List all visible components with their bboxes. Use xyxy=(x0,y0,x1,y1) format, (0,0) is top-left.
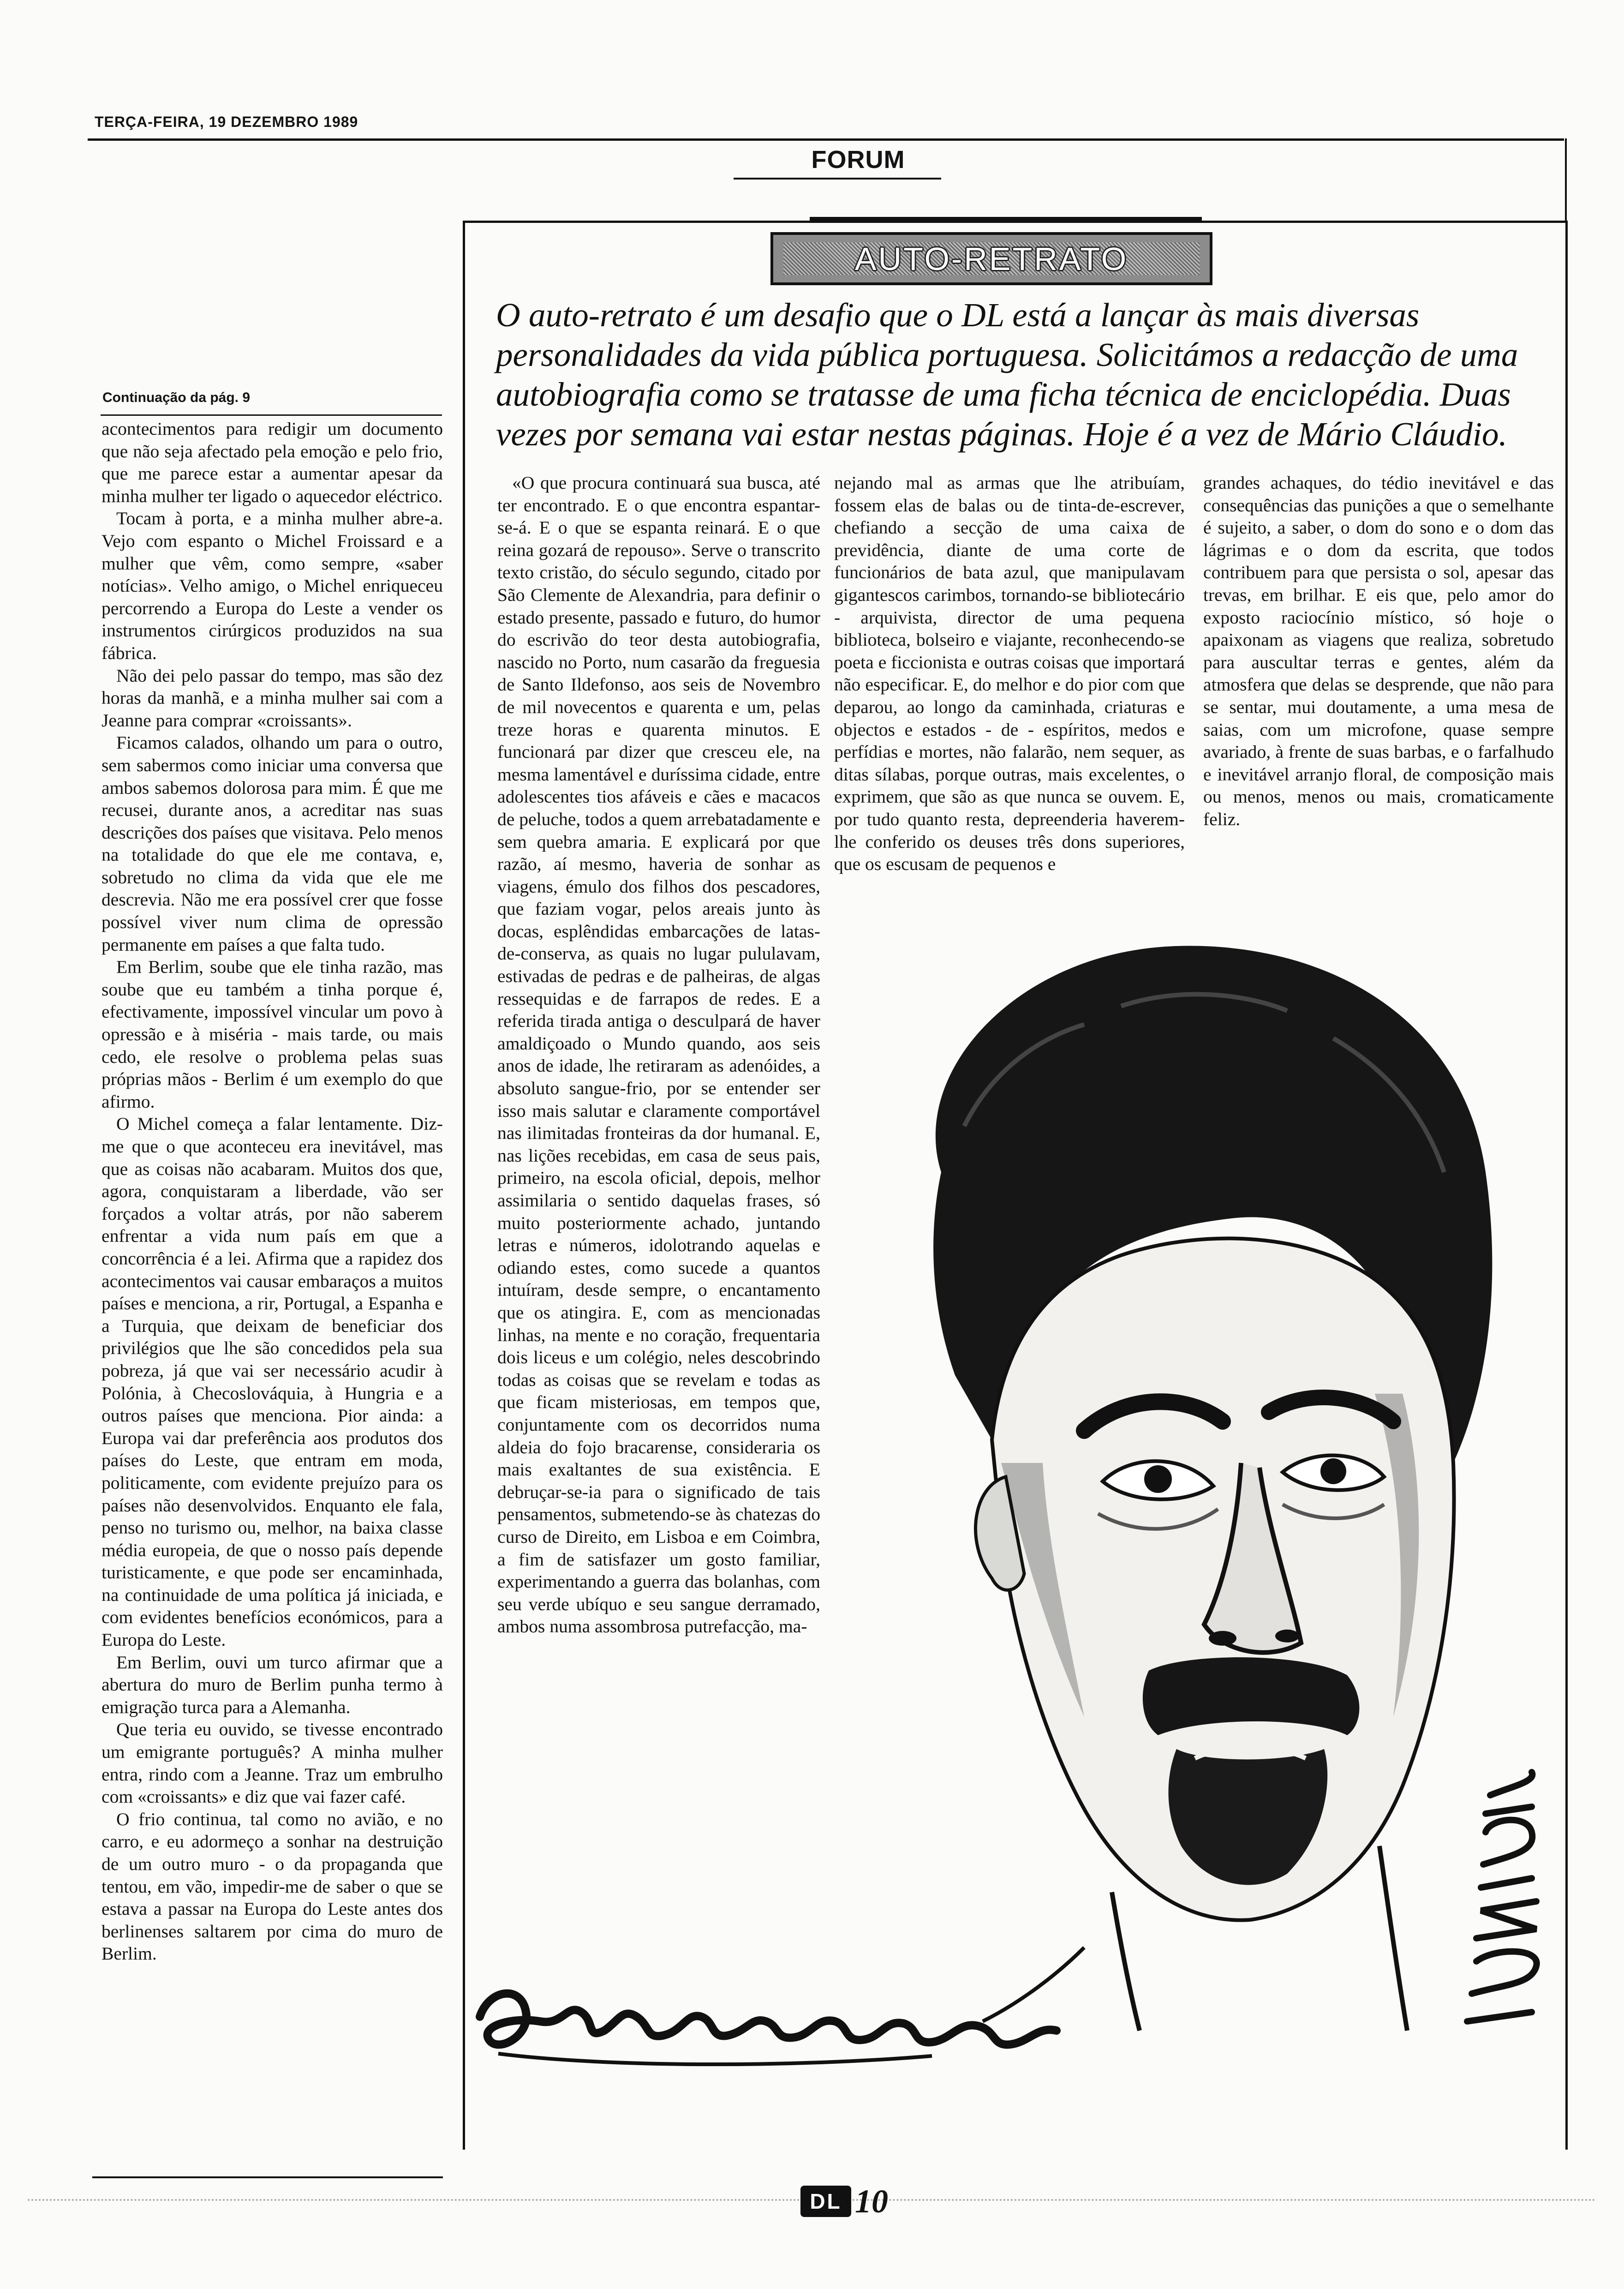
kicker-title: AUTO-RETRATO xyxy=(854,240,1128,277)
paragraph: Tocam à porta, e a minha mulher abre-a. Vejo com espanto o Michel Froissard e a mulher que vêm, como sempre, «saber notícias». Velho amigo, o Michel enriqueceu percorrendo a Europa do Leste a vender os instrumentos cirúrgicos produzidos na sua fábrica. xyxy=(102,508,443,663)
feature-column-2 xyxy=(834,472,1185,875)
dl-logo: DL xyxy=(800,2186,851,2217)
issue-date: TERÇA-FEIRA, 19 DEZEMBRO 1989 xyxy=(95,114,358,130)
intro-line: personalidades da vida pública portuguesa. Solicitámos a redacção de uma xyxy=(496,336,1518,373)
feature-column-3 xyxy=(1203,472,1554,831)
paragraph: Ficamos calados, olhando um para o outro, sem sabermos como iniciar uma conversa que ambos sabemos dolorosa para mim. É que me recusei, durante anos, a acreditar nas suas descrições dos países que visitava. Pelo menos na totalidade do que ele me contava, e, sobretudo no clima da vida que ele me descrevia. Não me era possível crer que fosse possível viver num clima de opressão permanente em países a que falta tudo. xyxy=(102,732,443,955)
page-number: 10 xyxy=(855,2182,888,2220)
intro-line: autobiografia como se tratasse de uma ficha técnica de enciclopédia. Duas xyxy=(496,376,1511,413)
left-article-column xyxy=(102,418,443,1965)
folio xyxy=(800,2178,888,2224)
header-rule xyxy=(88,138,1564,141)
paragraph: grandes achaques, do tédio inevitável e das consequências das punições a que o semelhante é sujeito, a saber, o dom do sono e o dom das lágrimas e o dom da escrita, que todos contribuem para que persista o sol, apesar das trevas, em brilhar. E eis que, pelo amor do exposto raciocínio místico, só hoje o apaixonam as viagens que realiza, sobretudo para auscultar terras e gentes, além da atmosfera que delas se desprende, que não para se sentar, mui doutamente, a uma mesa de saias, com um microfone, quase sempre avariado, à frente de suas barbas, e o farfalhudo e inevitável arranjo floral, de composição mais ou menos, menos ou mais, cromaticamente feliz. xyxy=(1203,473,1554,829)
kicker-banner xyxy=(770,232,1212,285)
paragraph: nejando mal as armas que lhe atribuíam, fossem elas de balas ou de tinta-de-escrever, chefiando a secção de uma caixa de previdência, diante de uma corte de funcionários de bata azul, que manipulavam gigantescos carimbos, tornando-se bibliotecário - arquivista, director de uma pequena biblioteca, bolseiro e viajante, reconhecendo-se poeta e ficcionista e outras coisas que importará não especificar. E, do melhor e do pior com que deparou, ao longo da caminhada, criaturas e objectos e estados - de - espíritos, medos e perfídias e mortes, não falarão, nem sequer, as ditas sílabas, porque outras, mais excelentes, o exprimem, que são as que nunca se ouvem. E, por tudo quanto resta, depreenderia haverem-lhe conferido os deuses três dons superiores, que os escusam de pequenos e xyxy=(834,473,1185,875)
paragraph: Em Berlim, ouvi um turco afirmar que a abertura do muro de Berlim punha termo à emigração turca para a Alemanha. xyxy=(102,1652,443,1717)
intro-line: vezes por semana vai estar nestas páginas. Hoje é a vez de Mário Cláudio. xyxy=(496,415,1507,453)
paragraph: Em Berlim, soube que ele tinha razão, mas soube que eu também a tinha porque é, efectivamente, impossível vincular um povo à opressão e à miséria - mais tarde, ou mais cedo, ele resolve o problema pelas suas próprias mãos - Berlim é um exemplo do que afirmo. xyxy=(102,957,443,1112)
paragraph: Não dei pelo passar do tempo, mas são dez horas da manhã, e a minha mulher sai com a Jeanne para comprar «croissants». xyxy=(102,665,443,731)
section-underline xyxy=(734,178,941,180)
artist-signature xyxy=(1439,1763,1559,2031)
feature-intro xyxy=(496,295,1539,454)
header-right-rule xyxy=(1565,138,1567,222)
section-label: FORUM xyxy=(811,146,905,174)
intro-line: O auto-retrato é um desafio que o DL está a lançar às mais diversas xyxy=(496,296,1420,334)
feature-column-1 xyxy=(497,472,820,1638)
paragraph: Que teria eu ouvido, se tivesse encontrado um emigrante português? A minha mulher entra, rindo com a Jeanne. Traz um embrulho com «croissants» e diz que vai fazer café. xyxy=(102,1719,443,1807)
continuation-label: Continuação da pág. 9 xyxy=(102,390,251,405)
continuation-rule xyxy=(101,414,442,416)
paragraph: acontecimentos para redigir um documento que não seja afectado pela emoção e pelo frio, que me parece estar a aumentar apesar da minha mulher ter ligado o aquecedor eléctrico. xyxy=(102,419,443,506)
paragraph: O Michel começa a falar lentamente. Diz-me que o que aconteceu era inevitável, mas que as coisas não acabaram. Muitos dos que, agora, conquistaram a liberdade, vão ser forçados a voltar atrás, por não saberem enfrentar a vida num país em que a concorrência é a lei. Afirma que a rapidez dos acontecimentos vai causar embaraços a muitos países e menciona, a rir, Portugal, a Espanha e a Turquia, que deixam de beneficiar dos privilégios que lhe são concedidos pela sua pobreza, já que vai ser necessário acudir à Polónia, à Checoslováquia, à Hungria e a outros países que menciona. Pior ainda: a Europa vai dar preferência aos produtos dos países do Leste, que entram em moda, politicamente, com evidente prejuízo para os países não desenvolvidos. Enquanto ele fala, penso no turismo ou, melhor, na baixa classe média europeia, de que o nosso país depende turisticamente, e que pode ser encaminhada, na continuidade de uma política já iniciada, e com evidentes benefícios económicos, para a Europa do Leste. xyxy=(102,1114,443,1650)
left-column-end-rule xyxy=(92,2176,443,2178)
paragraph: «O que procura continuará sua busca, até ter encontrado. E o que encontra espantar-se-á. E o que se espanta reinará. E o que reina gozará de repouso». Serve o transcrito texto cristão, do século segundo, citado por São Clemente de Alexandria, para definir o estado presente, passado e futuro, do humor do escrivão do teor desta autobiografia, nascido no Porto, num casarão da freguesia de Santo Ildefonso, aos seis de Novembro de mil novecentos e quarenta e um, pelas treze horas e quarenta minutos. E funcionará par dizer que cresceu ele, na mesma lamentável e duríssima cidade, entre adolescentes tios afáveis e cães e macacos de peluche, todos a quem arrebatadamente e sem quebra amaria. E explicará por que razão, aí mesmo, haveria de sonhar as viagens, émulo dos filhos dos pescadores, que faziam vogar, pelos areais junto às docas, esplêndidas embarcações de latas-de-conserva, as quais no lugar pululavam, estivadas de pedras e de palheiras, de algas ressequidas e de farrapos de redes. E a referida tirada antiga o desculpará de haver amaldiçoado o Mundo quando, aos seis anos de idade, lhe retiraram as adenóides, a absoluto sangue-frio, por se entender ser isso mais salutar e claramente comportável nas ilimitadas fronteiras da dor humanal. E, nas lições recebidas, em casa de seus pais, primeiro, na escola oficial, depois, melhor assimilaria o sentido daquelas frases, só muito posteriormente achado, juntando letras e números, idolotrando aquelas e odiando estes, como sucede a quantos intuíram, desde sempre, o encantamento que os atingira. E, com as mencionadas linhas, na mente e no coração, frequentaria dois liceus e um colégio, neles descobrindo todas as coisas que se revelam e todas as que ficam misteriosas, em tempos que, conjuntamente com os decorridos numa aldeia do fojo bracarense, consideraria os mais exaltantes de sua existência. E debruçar-se-ia para o significado de tais pensamentos, submetendo-se às chatezas do curso de Direito, em Lisboa e em Coimbra, a fim de satisfazer um gosto familiar, experimentando a guerra das bolanhas, com seu verde ubíquo e seu sangue derramado, ambos numa assombrosa putrefacção, ma- xyxy=(497,473,820,1637)
author-signature xyxy=(471,1961,1093,2081)
kicker-top-rule xyxy=(810,217,1202,222)
kicker-pattern xyxy=(783,242,1200,275)
paragraph: O frio continua, tal como no avião, e no carro, e eu adormeço a sonhar na destruição de um outro muro - o da propaganda que tentou, em vão, impedir-me de saber o que se estava a passar na Europa do Leste antes dos berlinenses saltarem por cima do muro de Berlim. xyxy=(102,1809,443,1964)
